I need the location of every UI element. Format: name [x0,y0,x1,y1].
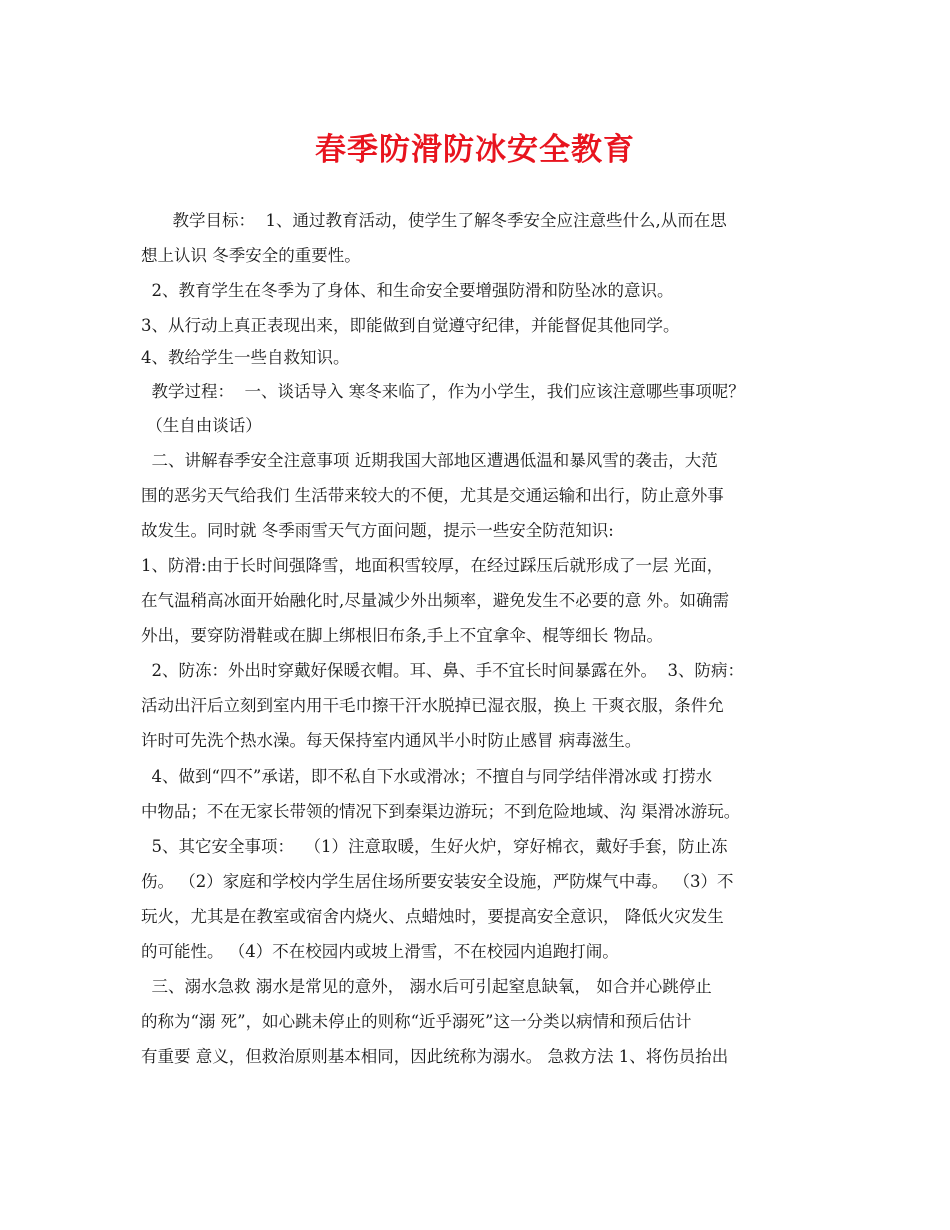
text-line: 5、其它安全事项： （1）注意取暖，生好火炉，穿好棉衣，戴好手套，防止冻 [141,837,728,856]
text-line: 想上认识 冬季安全的重要性。 [141,246,361,265]
text-line: 围的恶劣天气给我们 生活带来较大的不便，尤其是交通运输和出行，防止意外事 [141,486,724,505]
text-line: 故发生。同时就 冬季雨雪天气方面问题，提示一些安全防范知识: [141,521,614,540]
text-line: 1、防滑:由于长时间强降雪，地面积雪较厚，在经过踩压后就形成了一层 光面， [141,556,724,575]
text-line: 的可能性。 （4）不在校园内或坡上滑雪，不在校园内追跑打闹。 [141,942,619,961]
document-title: 春季防滑防冰安全教育 [315,132,635,168]
text-line: 教学目标： 1、通过教育活动，使学生了解冬季安全应注意些什么,从而在思 [141,211,727,230]
text-line: 2、教育学生在冬季为了身体、和生命安全要增强防滑和防坠冰的意识。 [141,281,674,300]
text-line: 外出，要穿防滑鞋或在脚上绑根旧布条,手上不宜拿伞、棍等细长 物品。 [141,626,663,645]
text-line: 2、防冻：外出时穿戴好保暖衣帽。耳、鼻、手不宜长时间暴露在外。 3、防病： [141,661,744,680]
text-line: 4、做到“四不”承诺，即不私自下水或滑冰；不擅自与同学结伴滑冰或 打捞水 [141,767,713,786]
text-line: 有重要 意义，但救治原则基本相同，因此统称为溺水。 急救方法 1、将伤员抬出 [141,1047,729,1066]
text-line: 中物品；不在无家长带领的情况下到秦渠边游玩；不到危险地域、沟 渠滑冰游玩。 [141,802,741,821]
text-line: 在气温稍高冰面开始融化时,尽量减少外出频率，避免发生不必要的意 外。如确需 [141,591,729,610]
text-line: 3、从行动上真正表现出来，即能做到自觉遵守纪律，并能督促其他同学。 [141,316,680,335]
text-line: 三、溺水急救 溺水是常见的意外， 溺水后可引起窒息缺氧， 如合并心跳停止 [141,977,712,996]
text-line: 的称为“溺 死”，如心跳未停止的则称“近乎溺死”这一分类以病情和预后估计 [141,1012,692,1031]
text-line: 玩火，尤其是在教室或宿舍内烧火、点蜡烛时，要提高安全意识， 降低火灾发生 [141,907,724,926]
text-line: 4、教给学生一些自救知识。 [141,348,350,367]
text-line: 教学过程： 一、谈话导入 寒冬来临了，作为小学生，我们应该注意哪些事项呢？ [141,382,745,401]
text-line: （生自由谈话） [141,416,262,435]
text-line: 许时可先洗个热水澡。每天保持室内通风半小时防止感冒 病毒滋生。 [141,731,642,750]
text-line: 伤。 （2）家庭和学校内学生居住场所要安装安全设施，严防煤气中毒。 （3）不 [141,872,734,891]
text-line: 二、讲解春季安全注意事项 近期我国大部地区遭遇低温和暴风雪的袭击，大范 [141,451,718,470]
text-line: 活动出汗后立刻到室内用干毛巾擦干汗水脱掉已湿衣服，换上 干爽衣服，条件允 [141,696,724,715]
